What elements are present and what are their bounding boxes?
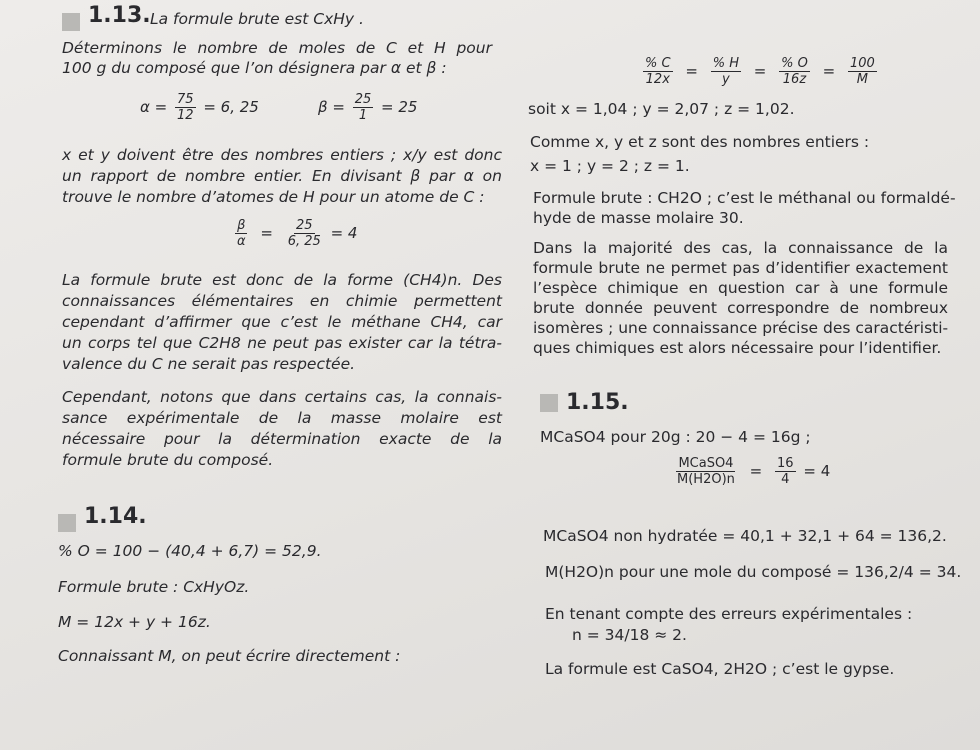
text-line: formule brute ne permet pas d’identifier exactement (533, 259, 948, 277)
text-line: Formule brute : CH2O ; c’est le méthanal ou formaldé- (533, 189, 956, 207)
section-1-14-number: 1.14. (84, 504, 147, 529)
text-line: hyde de masse molaire 30. (533, 209, 744, 227)
n-value-line: n = 34/18 ≈ 2. (572, 626, 687, 644)
beta-over-alpha-equation: $\frac{\beta}{\alpha}$ = $\frac{25}{6, 25}$ = 4 (237, 218, 358, 249)
text-line: ques chimiques est alors nécessaire pour l’identifier. (533, 339, 942, 357)
text-line: 100 g du composé que l’on désignera par α et β : (62, 59, 447, 77)
section-1-13-title: La formule brute est CxHy . (150, 10, 364, 28)
text-line: nécessaire pour la détermination exacte de la (62, 430, 502, 448)
caso4-mass-line: MCaSO4 pour 20g : 20 − 4 = 16g ; (540, 428, 811, 446)
water-mass-line: M(H2O)n pour une mole du composé = 136,2/4 = 34. (545, 563, 962, 581)
text-line: brute donnée peuvent correspondre de nombreux (533, 299, 948, 317)
text-line: un rapport de nombre entier. En divisant β par α on (62, 167, 502, 185)
text-line: sance expérimentale de la masse molaire est (62, 409, 502, 427)
text-line: valence du C ne serait pas respectée. (62, 355, 356, 373)
text-line: Dans la majorité des cas, la connaissance de la (533, 239, 948, 257)
text-line: cependant d’affirmer que c’est le méthane CH4, car (62, 313, 502, 331)
molar-mass-line: M = 12x + y + 16z. (58, 613, 211, 631)
section-marker-icon (62, 13, 80, 31)
text-line: Déterminons le nombre de moles de C et H pour (62, 39, 492, 57)
alpha-equation: α = $\frac{75}{12}$ = 6, 25 (140, 92, 259, 123)
final-formula-line: La formule est CaSO4, 2H2O ; c’est le gypse. (545, 660, 895, 678)
text-line: La formule brute est donc de la forme (CH4)n. Des (62, 271, 502, 289)
percent-oxygen-line: % O = 100 − (40,4 + 6,7) = 52,9. (58, 542, 322, 560)
xyz-line: x = 1 ; y = 2 ; z = 1. (530, 157, 690, 175)
text-line: x et y doivent être des nombres entiers ; x/y est donc (62, 146, 502, 164)
section-marker-icon (540, 394, 558, 412)
text-line: l’espèce chimique en question car à une formule (533, 279, 948, 297)
text-line: trouve le nombre d’atomes de H pour un atome de C : (62, 188, 485, 206)
caso4-anhydrous-line: MCaSO4 non hydratée = 40,1 + 32,1 + 64 = 136,2. (543, 527, 947, 545)
mass-ratio-equation: $\frac{\text{MCaSO4}}{M(H2O)n}$ = $\frac{16}{4}$ = 4 (677, 456, 831, 487)
text-line: connaissances élémentaires en chimie permettent (62, 292, 502, 310)
text-line: Cependant, notons que dans certains cas, la connais- (62, 388, 502, 406)
section-1-13-number: 1.13. (88, 3, 151, 28)
formula-line: Formule brute : CxHyOz. (58, 578, 250, 596)
beta-equation: β = $\frac{25}{1}$ = 25 (318, 92, 418, 123)
percent-ratio-equation: $\frac{\% C}{12x}$ = $\frac{\% H}{y}$ = $\frac{\% O}{16z}$ = $\frac{100}{M}$ (645, 56, 875, 87)
text-line: formule brute du composé. (62, 451, 274, 469)
section-marker-icon (58, 514, 76, 532)
text-line: un corps tel que C2H8 ne peut pas exister car la tétra- (62, 334, 502, 352)
text-line: isomères ; une connaissance précise des caractéristi- (533, 319, 949, 337)
text-line: Connaissant M, on peut écrire directement : (58, 647, 401, 665)
text-line: En tenant compte des erreurs expérimentales : (545, 605, 913, 623)
soit-line: soit x = 1,04 ; y = 2,07 ; z = 1,02. (528, 100, 795, 118)
text-line: Comme x, y et z sont des nombres entiers : (530, 133, 870, 151)
section-1-15-number: 1.15. (566, 390, 629, 415)
